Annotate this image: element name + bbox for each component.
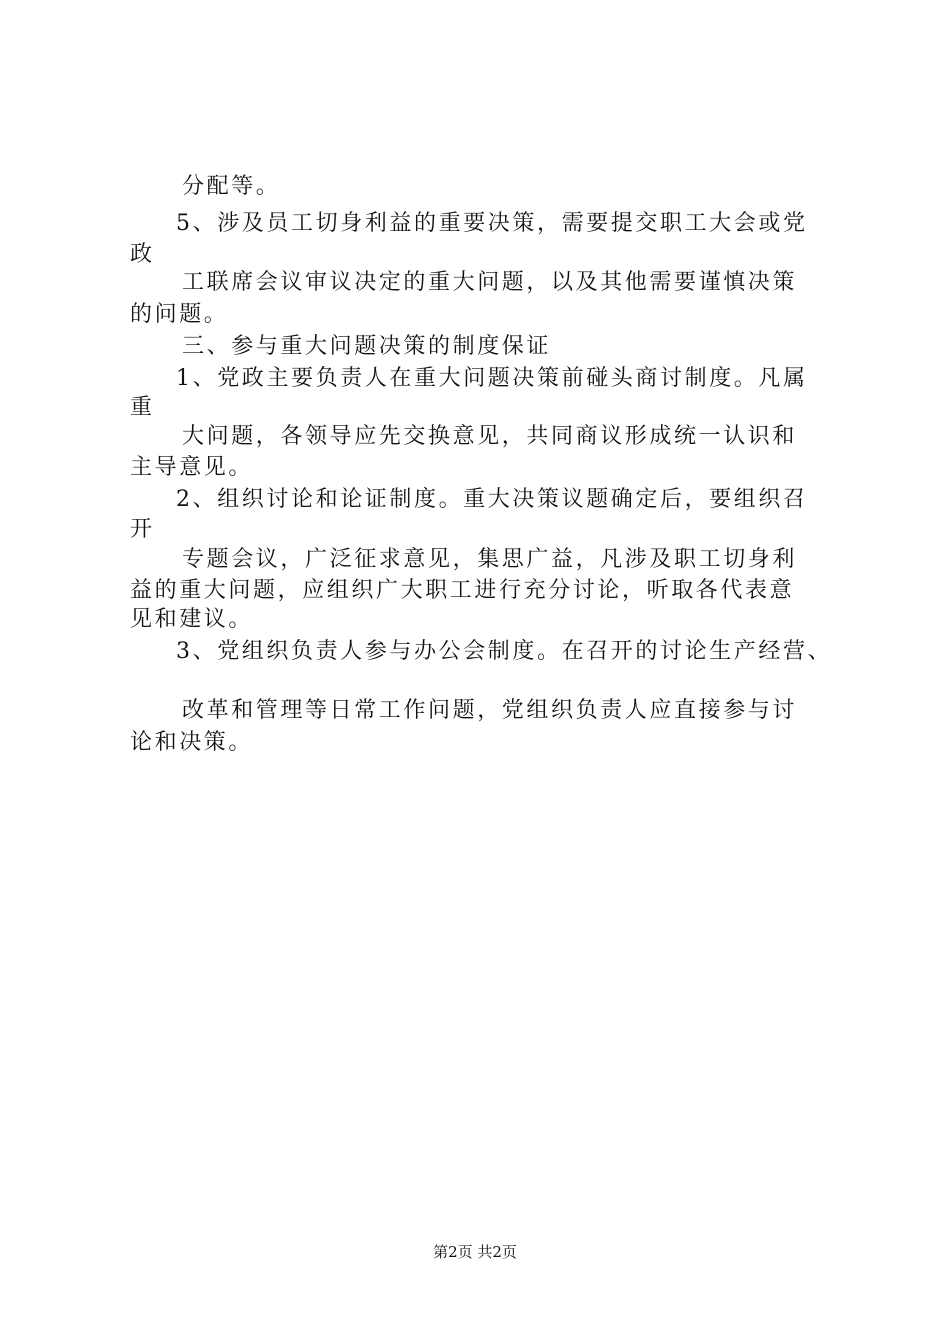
text-line: 主导意见。 bbox=[130, 455, 254, 480]
text-line: 2、组织讨论和论证制度。重大决策议题确定后，要组织召 bbox=[176, 487, 808, 512]
text-line: 5、涉及员工切身利益的重要决策，需要提交职工大会或党 bbox=[176, 211, 808, 236]
text-line: 1、党政主要负责人在重大问题决策前碰头商讨制度。凡属 bbox=[176, 366, 808, 391]
section-heading: 三、参与重大问题决策的制度保证 bbox=[182, 334, 552, 359]
text-line: 的问题。 bbox=[130, 302, 229, 327]
text-line: 改革和管理等日常工作问题，党组织负责人应直接参与讨 bbox=[182, 698, 798, 723]
text-line: 工联席会议审议决定的重大问题，以及其他需要谨慎决策 bbox=[182, 270, 798, 295]
text-line: 论和决策。 bbox=[130, 730, 254, 755]
text-line: 重 bbox=[130, 395, 155, 420]
text-line: 益的重大问题，应组织广大职工进行充分讨论，听取各代表意 bbox=[130, 578, 795, 603]
page-number-footer: 第2页 共2页 bbox=[433, 1243, 517, 1261]
text-line: 专题会议，广泛征求意见，集思广益，凡涉及职工切身利 bbox=[182, 547, 798, 572]
text-line: 政 bbox=[130, 242, 155, 267]
text-line: 3、党组织负责人参与办公会制度。在召开的讨论生产经营、 bbox=[176, 639, 833, 664]
text-line: 大问题，各领导应先交换意见，共同商议形成统一认识和 bbox=[182, 424, 798, 449]
text-line: 分配等。 bbox=[182, 174, 281, 199]
text-line: 见和建议。 bbox=[130, 607, 254, 632]
text-line: 开 bbox=[130, 517, 155, 542]
